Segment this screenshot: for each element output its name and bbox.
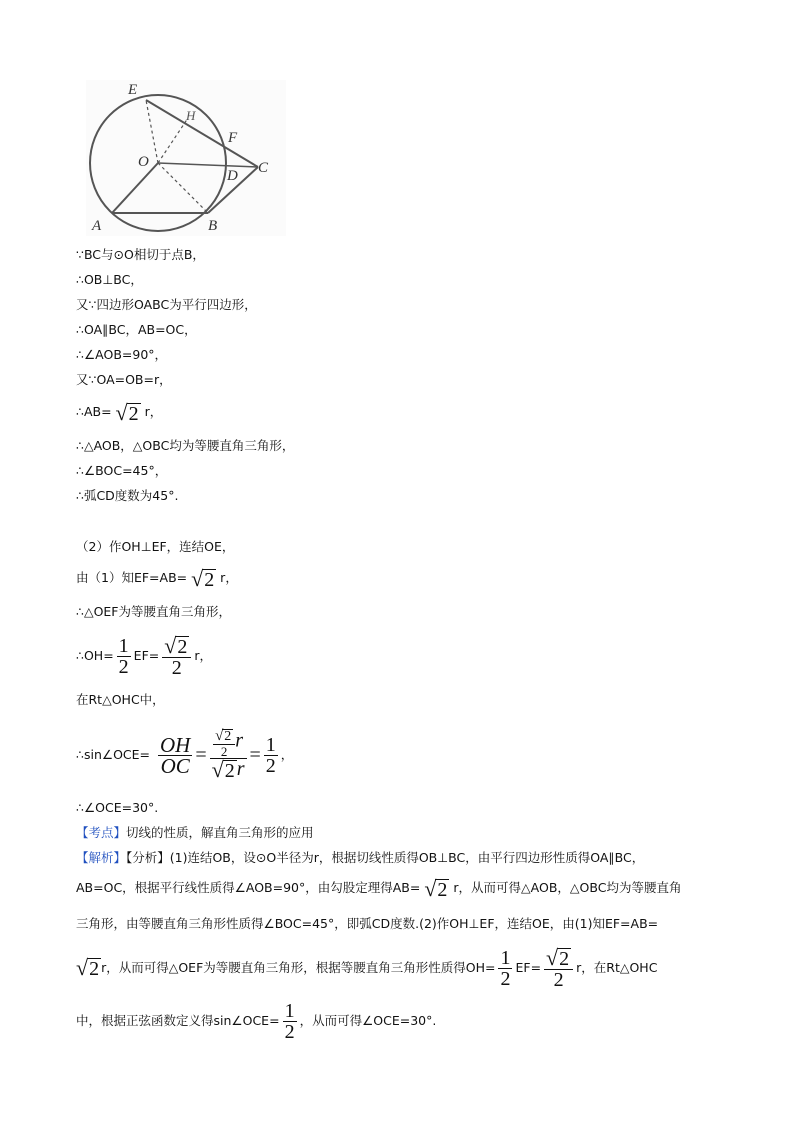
step-line: ∴△OEF为等腰直角三角形，: [76, 604, 231, 619]
fraction-half: $\frac{1}{2}$: [500, 946, 511, 990]
fraction-half: $\frac{1}{2}$: [284, 999, 295, 1043]
circle-diagram: [86, 80, 286, 236]
label-e: E: [128, 82, 138, 98]
sqrt-expression: √ 2: [115, 399, 139, 425]
kaodian-line: 【考点】切线的性质，解直角三角形的应用: [76, 825, 314, 840]
line-oh: [158, 118, 188, 163]
jiexi-line-5: 中，根据正弦函数定义得sin∠OCE= $\frac{1}{2}$ ，从而可得∠OCE=30°.: [76, 999, 437, 1043]
fraction-half: $\frac{1}{2}$: [265, 733, 276, 777]
geometry-figure: [86, 80, 286, 236]
step-line: ∴弧CD度数为45°.: [76, 488, 179, 503]
step-line: ∴OB⊥BC，: [76, 272, 143, 287]
fraction-oh-oc: $\frac{OH}{OC}$: [160, 732, 191, 778]
sqrt-expression: √ 2: [424, 875, 448, 901]
step-line: ∵BC与⊙O相切于点B，: [76, 247, 205, 262]
label-f: F: [228, 130, 238, 146]
step-line: ∴△AOB，△OBC均为等腰直角三角形，: [76, 438, 295, 453]
jiexi-tag: 【解析】: [76, 850, 127, 865]
label-d: D: [227, 168, 238, 184]
part2-heading: （2）作OH⊥EF，连结OE，: [76, 539, 235, 554]
oh-equation: ∴OH= $\frac{1}{2}$ EF= √ 2 2 r ，: [76, 632, 212, 679]
ab-equation: ∴AB= √ 2 r，: [76, 399, 163, 425]
sqrt-expression: √ 2: [191, 565, 215, 591]
step-line: ∴OA∥BC，AB=OC，: [76, 322, 197, 337]
jiexi-line-1: 【解析】【分析】(1)连结OB，设⊙O半径为r，根据切线性质得OB⊥BC，由平行四边形性质得OA∥BC，: [76, 850, 645, 865]
line-ob: [158, 163, 208, 213]
r-symbol: r: [144, 404, 150, 419]
sin-equation: ∴sin∠OCE= $\frac{OH}{OC}$ = √ 2 2 r √ 2 r = $\frac{1}{2}$ ，: [76, 727, 294, 783]
step-line: ∴∠OCE=30°.: [76, 800, 159, 815]
line-oa: [112, 163, 158, 213]
sqrt-expression: √ 2: [76, 955, 100, 980]
label-o: O: [138, 154, 149, 170]
step-line: ∴∠AOB=90°，: [76, 347, 168, 362]
step-line: 又∵四边形OABC为平行四边形，: [76, 297, 257, 312]
jiexi-line-3: 三角形，由等腰直角三角形性质得∠BOC=45°，即弧CD度数.(2)作OH⊥EF，连结OE，由(1)知EF=AB=: [76, 916, 659, 931]
step-line: 又∵OA=OB=r，: [76, 372, 172, 387]
jiexi-line-2: AB=OC，根据平行线性质得∠AOB=90°，由勾股定理得AB= √ 2 r，从而可得△AOB，△OBC均为等腰直角: [76, 875, 682, 901]
step-line: ∴∠BOC=45°，: [76, 463, 168, 478]
fraction-sqrt2-over-2: √ 2 2: [544, 946, 573, 989]
label-c: C: [258, 160, 269, 176]
fraction-half: $\frac{1}{2}$: [118, 634, 129, 678]
ef-equation: 由（1）知EF=AB= √ 2 r，: [76, 565, 238, 591]
label-a: A: [92, 218, 102, 234]
label-b: B: [208, 218, 218, 234]
step-line: 在Rt△OHC中，: [76, 692, 165, 707]
ab-prefix: ∴AB=: [76, 404, 112, 419]
kaodian-tag: 【考点】: [76, 825, 127, 840]
fraction-sqrt2-over-2: √ 2 2: [162, 634, 191, 677]
line-oc: [158, 163, 258, 167]
fraction-complex: √ 2 2 r √ 2 r: [211, 727, 245, 783]
jiexi-line-4: √ 2 r，从而可得△OEF为等腰直角三角形，根据等腰直角三角形性质得OH= $\frac{1}{2}$ EF= √ 2 2 r，在Rt△OHC: [76, 944, 658, 991]
label-h: H: [186, 108, 196, 123]
